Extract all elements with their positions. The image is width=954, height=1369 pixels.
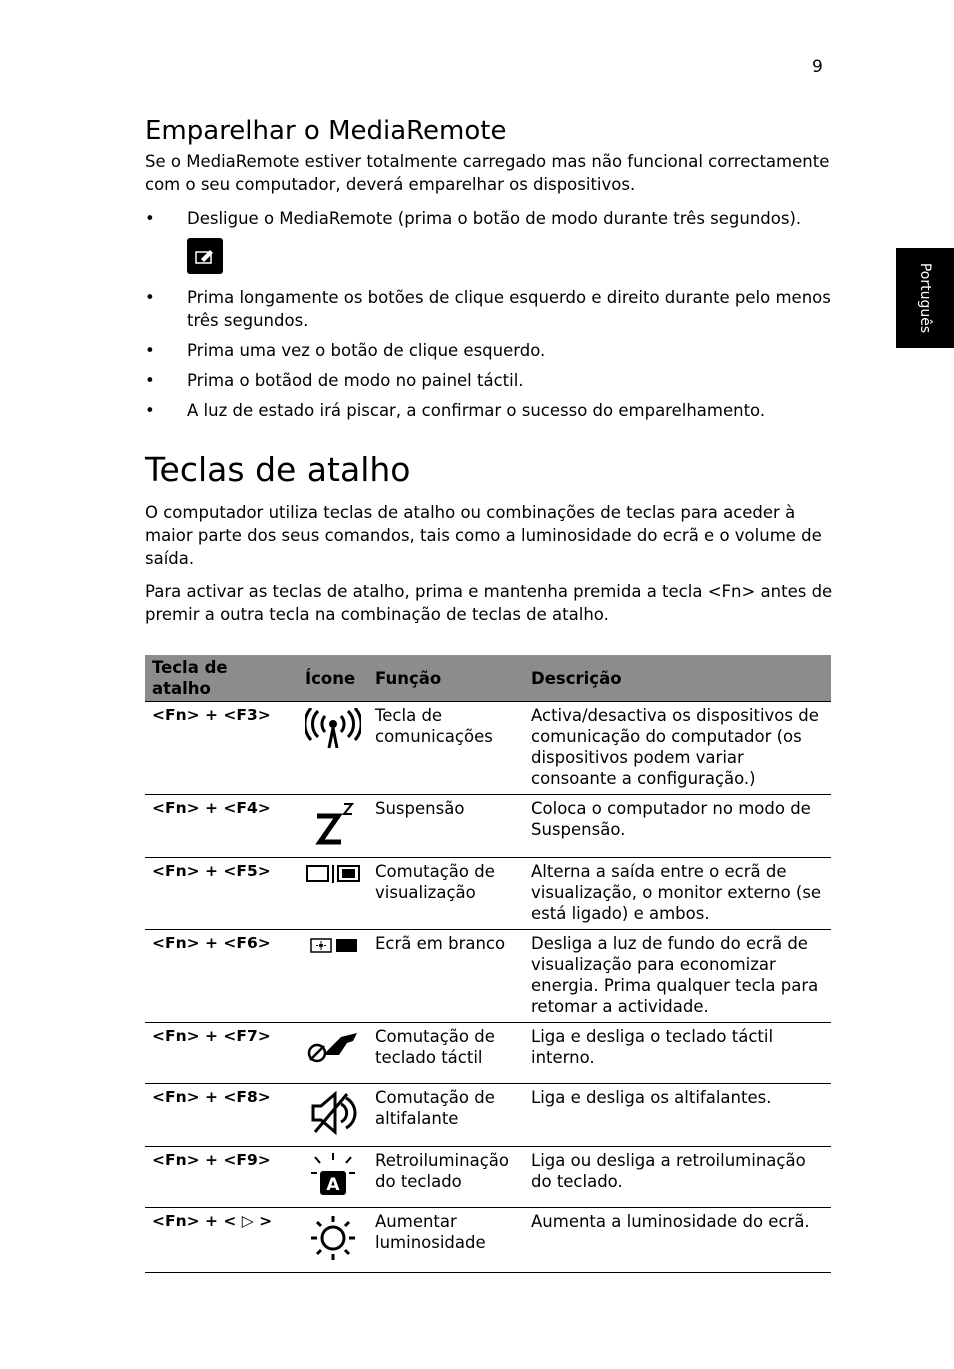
language-label: Português	[917, 262, 933, 334]
function-cell: Suspensão	[368, 795, 524, 858]
table-row	[145, 795, 831, 858]
table-header-row	[145, 655, 831, 702]
table-row	[145, 1208, 831, 1273]
list-item	[145, 399, 835, 422]
screen-blank-icon	[305, 936, 361, 956]
column-header: Ícone	[298, 655, 368, 702]
bullet-marker: •	[145, 341, 155, 360]
function-cell: Aumentar luminosidade	[368, 1208, 524, 1273]
table-row	[145, 1147, 831, 1208]
bullet-marker: •	[145, 209, 155, 228]
description-cell: Liga e desliga os altifalantes.	[524, 1084, 831, 1147]
list-item	[145, 339, 835, 362]
table-row	[145, 858, 831, 930]
sleep-icon	[308, 801, 358, 847]
list-item-text: Prima o botãod de modo no painel táctil.	[187, 371, 524, 390]
column-header: Tecla de atalho	[145, 655, 298, 702]
description-cell: Activa/desactiva os dispositivos de comunicação do computador (os dispositivos podem variar consoante a configuração.)	[524, 702, 831, 795]
list-item	[145, 207, 835, 274]
column-header: Descrição	[524, 655, 831, 702]
description-cell: Liga e desliga o teclado táctil interno.	[524, 1023, 831, 1084]
section-heading-hotkeys: Teclas de atalho	[145, 450, 411, 489]
keyboard-backlight-icon	[305, 1153, 361, 1197]
function-cell: Comutação de altifalante	[368, 1084, 524, 1147]
hotkey-cell: <Fn> + <F5>	[145, 858, 298, 930]
description-cell: Coloca o computador no modo de Suspensão.	[524, 795, 831, 858]
hotkeys-intro: O computador utiliza teclas de atalho ou combinações de teclas para aceder à maior parte dos seus comandos, tais como a luminosidade do ecrã e o volume de saída.	[145, 503, 822, 568]
page-number: 9	[812, 57, 823, 77]
hotkeys-table	[145, 655, 831, 1273]
function-cell: Retroiluminação do teclado	[368, 1147, 524, 1208]
function-cell: Comutação de teclado táctil	[368, 1023, 524, 1084]
section-heading-pairing: Emparelhar o MediaRemote	[145, 116, 507, 146]
bullet-marker: •	[145, 371, 155, 390]
function-cell: Comutação de visualização	[368, 858, 524, 930]
pairing-intro: Se o MediaRemote estiver totalmente carregado mas não funcional correctamente com o seu computador, deverá emparelhar os dispositivos.	[145, 152, 830, 194]
description-cell: Alterna a saída entre o ecrã de visualização, o monitor externo (se está ligado) e ambos.	[524, 858, 831, 930]
list-item-text: Prima longamente os botões de clique esquerdo e direito durante pelo menos três segundos.	[187, 288, 831, 330]
list-item-text: Prima uma vez o botão de clique esquerdo.	[187, 341, 546, 360]
mode-button-icon	[187, 238, 223, 274]
hotkey-cell: <Fn> + < ▷ >	[145, 1208, 298, 1273]
list-item	[145, 369, 835, 392]
bullet-marker: •	[145, 288, 155, 307]
function-cell: Tecla de comunicações	[368, 702, 524, 795]
description-cell: Aumenta a luminosidade do ecrã.	[524, 1208, 831, 1273]
hotkey-cell: <Fn> + <F4>	[145, 795, 298, 858]
list-item-text: Desligue o MediaRemote (prima o botão de modo durante três segundos).	[187, 209, 802, 228]
table-row	[145, 930, 831, 1023]
pairing-steps-list	[145, 207, 835, 429]
hotkey-cell: <Fn> + <F8>	[145, 1084, 298, 1147]
svg-text:A: A	[326, 1175, 340, 1195]
touchpad-toggle-icon	[305, 1029, 361, 1065]
bullet-marker: •	[145, 401, 155, 420]
brightness-up-icon	[307, 1214, 359, 1262]
wireless-icon	[305, 708, 361, 750]
hotkeys-instructions: Para activar as teclas de atalho, prima e mantenha premida a tecla <Fn> antes de premir a outra tecla na combinação de teclas de atalho.	[145, 582, 833, 624]
hotkey-cell: <Fn> + <F9>	[145, 1147, 298, 1208]
description-cell: Desliga a luz de fundo do ecrã de visualização para economizar energia. Prima qualquer tecla para retomar a actividade.	[524, 930, 831, 1023]
list-item	[145, 286, 835, 332]
table-row	[145, 1084, 831, 1147]
table-row	[145, 702, 831, 795]
hotkey-cell: <Fn> + <F3>	[145, 702, 298, 795]
table-row	[145, 1023, 831, 1084]
display-toggle-icon	[305, 864, 361, 884]
description-cell: Liga ou desliga a retroiluminação do teclado.	[524, 1147, 831, 1208]
function-cell: Ecrã em branco	[368, 930, 524, 1023]
speaker-mute-icon	[305, 1090, 361, 1136]
hotkey-cell: <Fn> + <F6>	[145, 930, 298, 1023]
language-side-tab	[896, 248, 954, 348]
list-item-text: A luz de estado irá piscar, a confirmar o sucesso do emparelhamento.	[187, 401, 766, 420]
hotkey-cell: <Fn> + <F7>	[145, 1023, 298, 1084]
column-header: Função	[368, 655, 524, 702]
